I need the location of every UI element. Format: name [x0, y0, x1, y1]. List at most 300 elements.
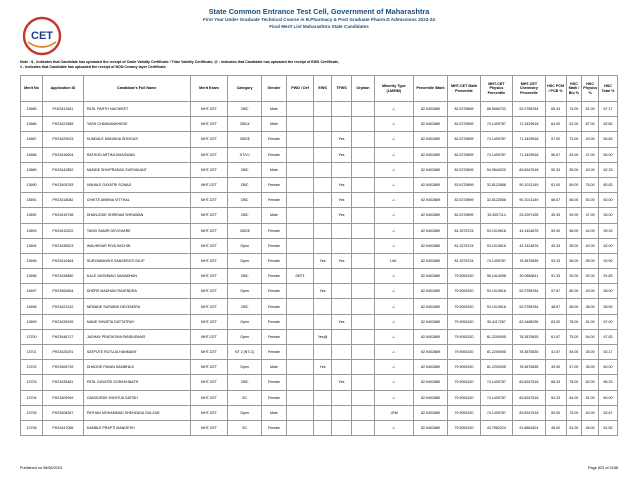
table-cell: 89.00 — [566, 177, 582, 192]
table-cell: 13704 — [21, 390, 43, 405]
table-cell — [332, 117, 352, 132]
table-cell: 74.00 — [566, 102, 582, 117]
table-cell: Male — [261, 102, 286, 117]
table-cell: 78.3875835 — [513, 329, 545, 344]
table-header — [21, 76, 618, 102]
table-cell: 62.00 — [582, 375, 599, 390]
table-cell — [351, 177, 374, 192]
column-header: MHT-CET Physics Percentile — [480, 76, 512, 102]
table-cell: MHT-CET — [190, 284, 228, 299]
table-row — [21, 162, 618, 177]
table-cell: DEF1 — [287, 269, 314, 284]
table-cell: Male — [261, 162, 286, 177]
table-cell: -/- — [374, 147, 413, 162]
table-cell: PH23435481 — [42, 375, 83, 390]
column-header: Orphan — [351, 76, 374, 102]
table-cell: OBC# — [228, 117, 262, 132]
table-cell: 13687 — [21, 132, 43, 147]
table-cell: MHT-CET — [190, 132, 228, 147]
table-cell: 50.00 — [545, 223, 566, 238]
table-cell: 60.00 — [599, 390, 618, 405]
table-cell: 47.00 — [582, 208, 599, 223]
table-cell: OBC$ — [228, 132, 262, 147]
table-cell: MHT-CET — [190, 102, 228, 117]
table-cell: Female — [261, 390, 286, 405]
table-cell: 82.9402889 — [413, 193, 448, 208]
column-header: TFWS — [332, 76, 352, 102]
table-cell: PH23446717 — [42, 329, 83, 344]
table-cell: 82.6729899 — [448, 208, 480, 223]
table-cell: 13701 — [21, 345, 43, 360]
table-cell: 13692 — [21, 208, 43, 223]
table-cell: 63.00 — [545, 314, 566, 329]
table-cell: OBC — [228, 208, 262, 223]
column-header: Candidate's Full Name — [83, 76, 190, 102]
table-cell: SC — [228, 420, 262, 435]
table-cell: 79.9051520 — [448, 405, 480, 420]
table-cell: MHT-CET — [190, 117, 228, 132]
table-cell: 63.00 — [566, 147, 582, 162]
table-cell: 81.2200905 — [480, 329, 512, 344]
table-cell: 93.50 — [599, 253, 618, 268]
table-cell: -/- — [374, 360, 413, 375]
table-cell: Yes@ — [314, 329, 332, 344]
table-row — [21, 117, 618, 132]
table-cell — [332, 102, 352, 117]
table-cell: 82.9402889 — [413, 208, 448, 223]
table-cell: 79.9051520 — [448, 269, 480, 284]
table-cell: 82.9402889 — [413, 147, 448, 162]
table-cell: -/- — [374, 162, 413, 177]
table-cell: 13700 — [21, 329, 43, 344]
table-cell: MHT-CET — [190, 193, 228, 208]
table-cell: KUNDALE MANISHA SHIVDAS — [83, 132, 190, 147]
table-cell: MHT-CET — [190, 329, 228, 344]
table-cell: 74.1409787 — [480, 390, 512, 405]
table-cell: Female — [261, 284, 286, 299]
table-cell: 96.1414098 — [480, 269, 512, 284]
table-cell: SC — [228, 390, 262, 405]
table-cell: MHT-CET — [190, 147, 228, 162]
table-cell — [314, 147, 332, 162]
table-cell — [314, 375, 332, 390]
table-cell: 76.00 — [582, 177, 599, 192]
table-cell: -/- — [374, 314, 413, 329]
table-cell — [351, 117, 374, 132]
table-cell: 73.00 — [566, 132, 582, 147]
table-cell: MHT-CET — [190, 314, 228, 329]
table-cell: Yes — [332, 253, 352, 268]
table-cell: 43.1424876 — [513, 238, 545, 253]
table-cell: Female — [261, 314, 286, 329]
table-cell: 90.1013149 — [513, 177, 545, 192]
table-cell: 96.00 — [566, 253, 582, 268]
table-cell: 13698 — [21, 299, 43, 314]
table-cell: Male — [261, 117, 286, 132]
table-cell: PH23418082 — [42, 193, 83, 208]
table-cell: 79.9051520 — [448, 329, 480, 344]
table-cell: YASH CHANDANKHEDE — [83, 117, 190, 132]
table-cell: SATPUTE RUTUJA HANMANT — [83, 345, 190, 360]
table-cell: 43.1424876 — [513, 223, 545, 238]
table-cell: Female — [261, 269, 286, 284]
table-cell: 82.6729899 — [448, 162, 480, 177]
table-cell: 50.33 — [545, 162, 566, 177]
table-cell: NEMADE SURABHI DEVENDRA — [83, 299, 190, 314]
table-cell: 78.3875835 — [513, 345, 545, 360]
table-cell — [287, 162, 314, 177]
table-cell: 78.3875835 — [513, 253, 545, 268]
table-cell: MHT-CET — [190, 238, 228, 253]
table-cell: 54.00 — [566, 345, 582, 360]
table-cell — [314, 405, 332, 420]
table-cell: 82.9402889 — [413, 238, 448, 253]
table-cell: 75.00 — [566, 329, 582, 344]
table-cell — [351, 208, 374, 223]
table-cell: 60.00 — [599, 360, 618, 375]
column-header: HSC Physics % — [582, 76, 599, 102]
table-cell: 62.4488036 — [513, 314, 545, 329]
table-cell: 86.5660703 — [480, 102, 512, 117]
table-row — [21, 360, 618, 375]
table-row — [21, 329, 618, 344]
table-cell — [332, 299, 352, 314]
table-cell: 13694 — [21, 238, 43, 253]
table-cell — [351, 420, 374, 435]
table-cell — [314, 390, 332, 405]
table-cell: 74.1409787 — [480, 147, 512, 162]
table-cell: -/- — [374, 299, 413, 314]
table-cell — [351, 299, 374, 314]
table-cell: PATIL PARTH NACHIKET — [83, 102, 190, 117]
table-cell: 68.33 — [545, 375, 566, 390]
table-row — [21, 375, 618, 390]
table-row — [21, 390, 618, 405]
table-cell — [287, 284, 314, 299]
table-cell: 82.6729899 — [448, 102, 480, 117]
table-cell: 82.6729899 — [448, 117, 480, 132]
table-row — [21, 253, 618, 268]
table-cell: MHT-CET — [190, 223, 228, 238]
table-cell: -/- — [374, 193, 413, 208]
table-cell: PH23409949 — [42, 390, 83, 405]
table-cell: 81.3278724 — [448, 253, 480, 268]
table-cell: Female — [261, 329, 286, 344]
column-header: Minority Type (LM/RM) — [374, 76, 413, 102]
table-cell: 93.1019616 — [480, 299, 512, 314]
table-cell: -/- — [374, 390, 413, 405]
table-cell — [332, 269, 352, 284]
table-cell: 82.9402889 — [413, 299, 448, 314]
table-cell — [332, 345, 352, 360]
table-cell: 49.00 — [582, 284, 599, 299]
table-cell: 58.67 — [545, 193, 566, 208]
table-cell: Open — [228, 329, 262, 344]
table-cell: Yes — [332, 314, 352, 329]
list-title: Final Merit List Maharashtra State Candidates — [269, 23, 369, 29]
table-cell: 51.00 — [582, 390, 599, 405]
table-cell: 91.83 — [599, 269, 618, 284]
table-cell — [332, 360, 352, 375]
table-cell — [314, 102, 332, 117]
table-cell: 40.00 — [582, 405, 599, 420]
table-cell: 93.1019616 — [480, 223, 512, 238]
table-cell — [314, 132, 332, 147]
table-cell — [351, 102, 374, 117]
table-cell: PH23406739 — [42, 360, 83, 375]
table-cell: MHT-CET — [190, 375, 228, 390]
table-cell: 35.00 — [582, 360, 599, 375]
table-cell: 75.00 — [566, 405, 582, 420]
table-cell: 74.1409787 — [480, 132, 512, 147]
table-cell: PATHAN MOHAMMAD SHEHZADA GULZAR — [83, 405, 190, 420]
table-cell: 79.9051520 — [448, 360, 480, 375]
column-header: HSC PCM / PCB % — [545, 76, 566, 102]
table-cell: Male — [261, 208, 286, 223]
table-cell — [287, 208, 314, 223]
table-cell — [351, 345, 374, 360]
table-cell: 91.8861824 — [513, 420, 545, 435]
table-cell: 52.0758784 — [513, 284, 545, 299]
column-header: HSC Math / Bio % — [566, 76, 582, 102]
table-cell: 67.17 — [599, 102, 618, 117]
note-line: # - Indicates that Candidate has uploaded the receipt of NON Creamy layer Certificate. — [20, 65, 167, 69]
table-cell — [351, 223, 374, 238]
table-cell: 67.00 — [582, 117, 599, 132]
table-cell: MHT-CET — [190, 420, 228, 435]
table-cell: 74.1409787 — [480, 375, 512, 390]
table-cell: PH23415798 — [42, 208, 83, 223]
table-cell: 13697 — [21, 284, 43, 299]
notes-section — [20, 60, 620, 70]
table-cell: Male — [261, 405, 286, 420]
column-header: Merit No — [21, 76, 43, 102]
table-cell: CHIKTE ABHINA VITTHAL — [83, 193, 190, 208]
table-row — [21, 269, 618, 284]
table-cell: MANE SHWETA DATTATRAY — [83, 314, 190, 329]
table-cell: PH23422242 — [42, 299, 83, 314]
table-cell: -/- — [374, 238, 413, 253]
table-cell: -/- — [374, 177, 413, 192]
table-cell: 62.00 — [566, 117, 582, 132]
table-cell: 82.9402889 — [413, 223, 448, 238]
table-cell — [314, 162, 332, 177]
table-cell: 56.67 — [545, 147, 566, 162]
table-cell: 79.9051520 — [448, 390, 480, 405]
table-cell: -/- — [374, 420, 413, 435]
table-cell: 48.67 — [545, 299, 566, 314]
table-cell: 13705 — [21, 405, 43, 420]
table-cell: MHT-CET — [190, 360, 228, 375]
table-cell: 13693 — [21, 223, 43, 238]
table-cell: 82.9402889 — [413, 375, 448, 390]
table-cell: 90.00 — [566, 269, 582, 284]
table-cell: 82.9402889 — [413, 345, 448, 360]
column-header: Gender — [261, 76, 286, 102]
table-cell: 15.3007114 — [480, 208, 512, 223]
table-cell — [287, 314, 314, 329]
table-cell: 55.00 — [566, 238, 582, 253]
table-cell: Open — [228, 314, 262, 329]
table-cell: 62.00 — [599, 238, 618, 253]
table-cell: Female — [261, 375, 286, 390]
table-cell: Female — [261, 238, 286, 253]
column-header: PWD / Def — [287, 76, 314, 102]
page-header — [0, 7, 638, 30]
table-cell: Yes — [332, 177, 352, 192]
table-cell: MHT-CET — [190, 405, 228, 420]
table-cell: -/- — [374, 132, 413, 147]
table-cell: 82.9402889 — [413, 253, 448, 268]
table-cell: 44.00 — [582, 223, 599, 238]
table-cell — [351, 405, 374, 420]
table-cell: Yes — [314, 253, 332, 268]
table-cell: 82.6729899 — [448, 132, 480, 147]
table-row — [21, 132, 618, 147]
table-cell: Yes — [314, 284, 332, 299]
table-cell — [314, 208, 332, 223]
table-row — [21, 193, 618, 208]
table-cell: UNHALE GAYATRI SONAJI — [83, 177, 190, 192]
page-subtitle: First Year Under Graduate Technical Course in B.Pharmacy & Post Graduate Pharm.D Admissions 2023-24 — [203, 17, 435, 22]
table-cell: PH23425291 — [42, 345, 83, 360]
table-cell: 40.00 — [582, 162, 599, 177]
table-row — [21, 314, 618, 329]
table-cell: 13695 — [21, 253, 43, 268]
table-cell: DT/VJ — [228, 147, 262, 162]
table-cell: PH23462654 — [42, 284, 83, 299]
table-cell: 13688 — [21, 147, 43, 162]
table-cell: DHAGGE PAVAN SAMBHAJI — [83, 360, 190, 375]
table-cell: 71.3429618 — [513, 147, 545, 162]
table-cell: 13696 — [21, 269, 43, 284]
table-cell: PH23439299 — [42, 314, 83, 329]
table-body — [21, 102, 618, 436]
table-cell: 41.67 — [545, 345, 566, 360]
table-cell: 82.9402889 — [413, 102, 448, 117]
table-cell — [314, 420, 332, 435]
table-cell: Female — [261, 345, 286, 360]
table-cell — [332, 238, 352, 253]
table-cell — [287, 193, 314, 208]
table-cell: 58.50 — [599, 299, 618, 314]
logo-text: CET — [31, 30, 53, 42]
table-cell — [314, 177, 332, 192]
table-cell — [351, 253, 374, 268]
table-cell: 82.6729899 — [448, 147, 480, 162]
table-cell — [287, 345, 314, 360]
table-cell: 52.0758784 — [513, 299, 545, 314]
table-cell: Female — [261, 253, 286, 268]
page-title: State Common Entrance Test Cell, Government of Maharashtra — [208, 7, 430, 16]
table-cell: 67.00 — [599, 314, 618, 329]
table-cell: Yes — [332, 375, 352, 390]
table-cell: MUNDE SHIVPRASAD SURYAKANT — [83, 162, 190, 177]
table-cell: TANVI SAMIR DEVGHARE — [83, 223, 190, 238]
table-row — [21, 238, 618, 253]
table-cell — [314, 314, 332, 329]
table-cell — [287, 238, 314, 253]
table-cell: 54.33 — [545, 390, 566, 405]
table-cell: -/- — [374, 375, 413, 390]
table-cell: Male — [261, 360, 286, 375]
table-cell: Yes — [332, 147, 352, 162]
table-cell: Female — [261, 177, 286, 192]
table-cell — [351, 329, 374, 344]
table-cell: PH23447066 — [42, 420, 83, 435]
table-cell: 32.8122656 — [480, 193, 512, 208]
table-cell: LM/- — [374, 253, 413, 268]
table-cell: OBC — [228, 193, 262, 208]
table-cell: 65.00 — [599, 147, 618, 162]
table-cell — [314, 193, 332, 208]
table-cell: OBC — [228, 299, 262, 314]
table-cell: 47.00 — [582, 147, 599, 162]
table-cell: 61.67 — [545, 329, 566, 344]
table-cell: 82.9402889 — [413, 405, 448, 420]
table-cell: WALHEKAR RIYA SACHIN — [83, 238, 190, 253]
table-cell: PH23410464 — [42, 253, 83, 268]
table-cell: 82.9402889 — [413, 117, 448, 132]
merit-list-table — [20, 75, 618, 436]
table-row — [21, 299, 618, 314]
table-row — [21, 284, 618, 299]
table-cell: 90.4117267 — [480, 314, 512, 329]
table-cell: 92.00 — [582, 269, 599, 284]
table-cell — [314, 345, 332, 360]
table-cell — [287, 420, 314, 435]
table-cell: OBC — [228, 177, 262, 192]
table-cell — [287, 102, 314, 117]
table-cell: 79.9051520 — [448, 314, 480, 329]
table-cell — [287, 329, 314, 344]
table-cell — [287, 390, 314, 405]
table-cell: -/- — [374, 117, 413, 132]
table-cell — [351, 390, 374, 405]
table-cell: 71.3429618 — [513, 132, 545, 147]
table-cell — [351, 132, 374, 147]
table-row — [21, 102, 618, 117]
table-cell: 13690 — [21, 177, 43, 192]
table-cell: Yes — [332, 193, 352, 208]
table-cell: 59.00 — [566, 208, 582, 223]
table-cell: 81.3278724 — [448, 238, 480, 253]
table-cell: -/- — [374, 208, 413, 223]
table-cell — [332, 162, 352, 177]
table-cell: Yes — [332, 132, 352, 147]
table-cell: OBC — [228, 269, 262, 284]
table-cell: PH23405783 — [42, 177, 83, 192]
table-cell: PH23442852 — [42, 162, 83, 177]
table-cell: 32.8122656 — [480, 177, 512, 192]
table-cell — [314, 269, 332, 284]
table-cell: 79.9051520 — [448, 345, 480, 360]
table-cell: JADHAV PRATIKSHA PANDURANG — [83, 329, 190, 344]
table-cell: 65.83 — [599, 132, 618, 147]
table-cell: 43.7982324 — [480, 420, 512, 435]
table-row — [21, 177, 618, 192]
table-cell: 13685 — [21, 102, 43, 117]
table-cell: 38.00 — [582, 299, 599, 314]
table-cell: -/- — [374, 223, 413, 238]
table-cell: 93.33 — [545, 253, 566, 268]
table-row — [21, 345, 618, 360]
table-cell: Open — [228, 405, 262, 420]
table-cell: Open — [228, 360, 262, 375]
table-cell: KALE VAISHNAVI SAMADHAN — [83, 269, 190, 284]
table-cell: 93.2097435 — [513, 208, 545, 223]
table-cell — [351, 360, 374, 375]
